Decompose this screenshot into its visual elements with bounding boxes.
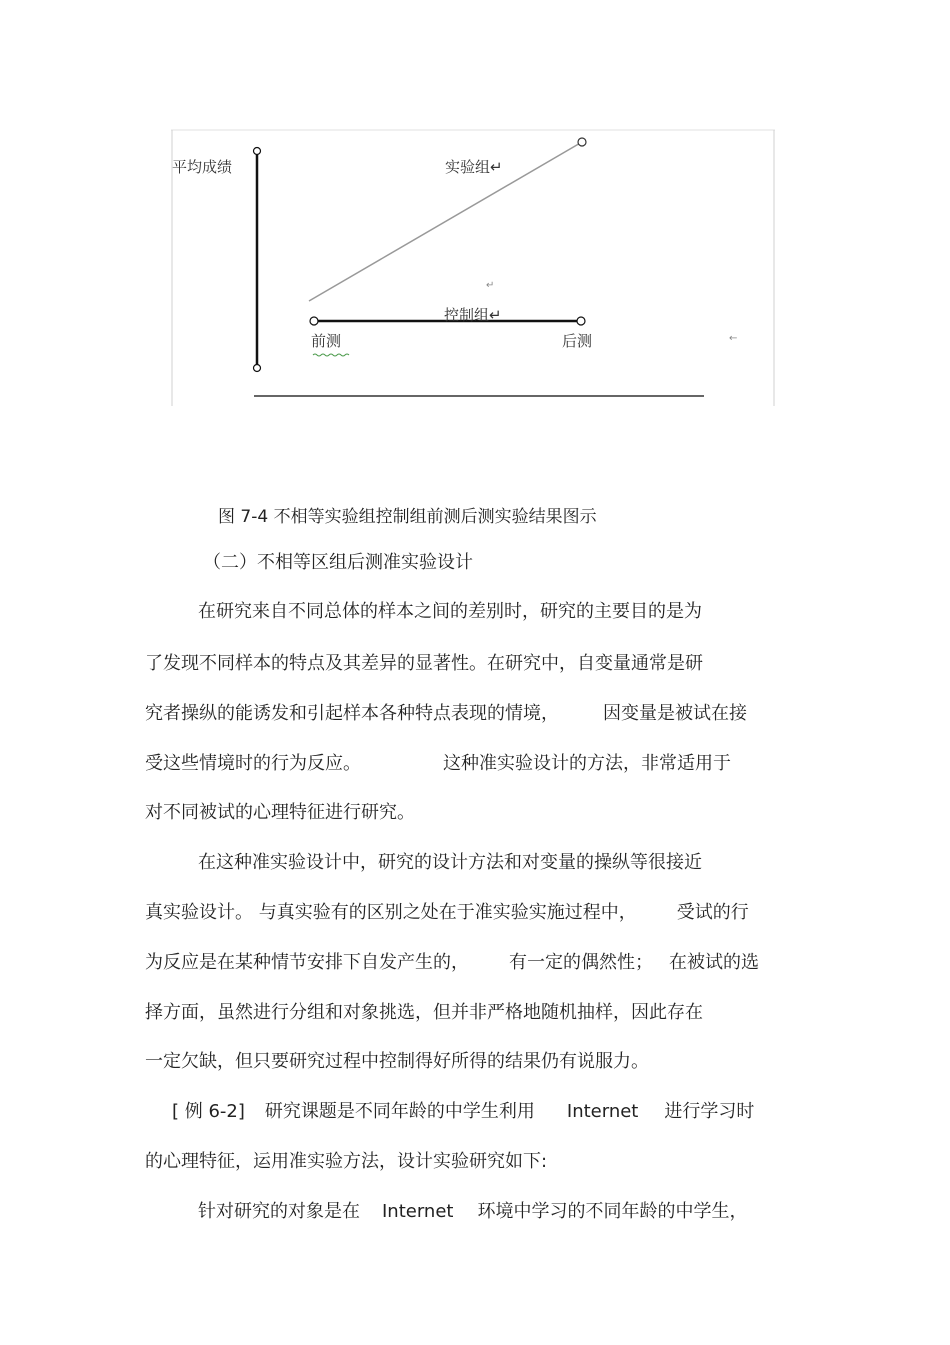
text-segment: 究者操纵的能诱发和引起样本各种特点表现的情境， [145, 703, 559, 724]
body-line [145, 1004, 703, 1022]
text-segment: 在被试的选 [669, 952, 759, 973]
text-segment: 在研究来自不同总体的样本之间的差别时，研究的主要目的是为 [198, 601, 702, 622]
text-segment: 进行学习时 [664, 1101, 755, 1122]
body-line [145, 1053, 649, 1071]
y-axis-label: 平均成绩 [172, 158, 233, 176]
text-segment: Internet [382, 1201, 454, 1222]
text-segment: 一定欠缺，但只要研究过程中控制得好所得的结果仍有说服力。 [145, 1051, 649, 1072]
text-segment: 在这种准实验设计中，研究的设计方法和对变量的操纵等很接近 [198, 852, 702, 873]
body-line [198, 603, 702, 621]
body-line [145, 755, 731, 773]
text-segment: 择方面，虽然进行分组和对象挑选，但并非严格地随机抽样，因此存在 [145, 1002, 703, 1023]
text-segment: [ 例 6-2] [172, 1101, 245, 1122]
text-segment: 为反应是在某种情节安排下自发产生的， [145, 952, 469, 973]
figure-caption: 图 7-4 不相等实验组控制组前测后测实验结果图示 [218, 507, 597, 527]
text-segment: 受这些情境时的行为反应。 [145, 753, 361, 774]
spellcheck-underline [313, 354, 349, 356]
control-posttest-point [577, 317, 585, 325]
body-line [198, 1203, 747, 1221]
text-segment: 对不同被试的心理特征进行研究。 [145, 802, 415, 823]
section-heading: （二）不相等区组后测准实验设计 [203, 552, 473, 573]
margin-arrow-mark: ← [729, 333, 738, 344]
text-segment: 因变量是被试在接 [603, 703, 747, 724]
control-group-label: 控制组↵ [444, 306, 502, 324]
text-segment: 针对研究的对象是在 [198, 1201, 360, 1222]
control-pretest-point [310, 317, 318, 325]
text-segment: 有一定的偶然性； [509, 952, 653, 973]
paragraph-mark: ↵ [486, 280, 495, 291]
body-line [145, 904, 749, 922]
y-axis-bottom-endpoint [254, 365, 261, 372]
body-line [172, 1103, 754, 1121]
body-line [145, 655, 703, 673]
body-line [145, 1153, 547, 1171]
body-line [145, 954, 759, 972]
text-segment: 受试的行 [676, 902, 749, 923]
body-line [145, 705, 747, 723]
text-segment: 了发现不同样本的特点及其差异的显著性。在研究中，自变量通常是研 [145, 653, 703, 674]
y-axis-top-endpoint [254, 148, 261, 155]
text-segment: 环境中学习的不同年龄的中学生， [477, 1201, 748, 1222]
body-line [198, 854, 702, 872]
text-segment: 这种准实验设计的方法，非常适用于 [443, 753, 731, 774]
posttest-label: 后测 [562, 332, 593, 350]
experimental-group-label: 实验组↵ [445, 158, 503, 176]
text-segment: 真实验设计。 与真实验有的区别之处在于准实验实施过程中， [145, 902, 637, 923]
experimental-posttest-point [578, 138, 586, 146]
figure-7-4 [171, 128, 775, 406]
text-segment: 的心理特征，运用准实验方法，设计实验研究如下: [145, 1151, 548, 1172]
text-segment: 研究课题是不同年龄的中学生利用 [264, 1101, 535, 1122]
body-line [145, 804, 415, 822]
text-segment: Internet [566, 1101, 639, 1122]
pretest-label: 前测 [311, 332, 342, 350]
